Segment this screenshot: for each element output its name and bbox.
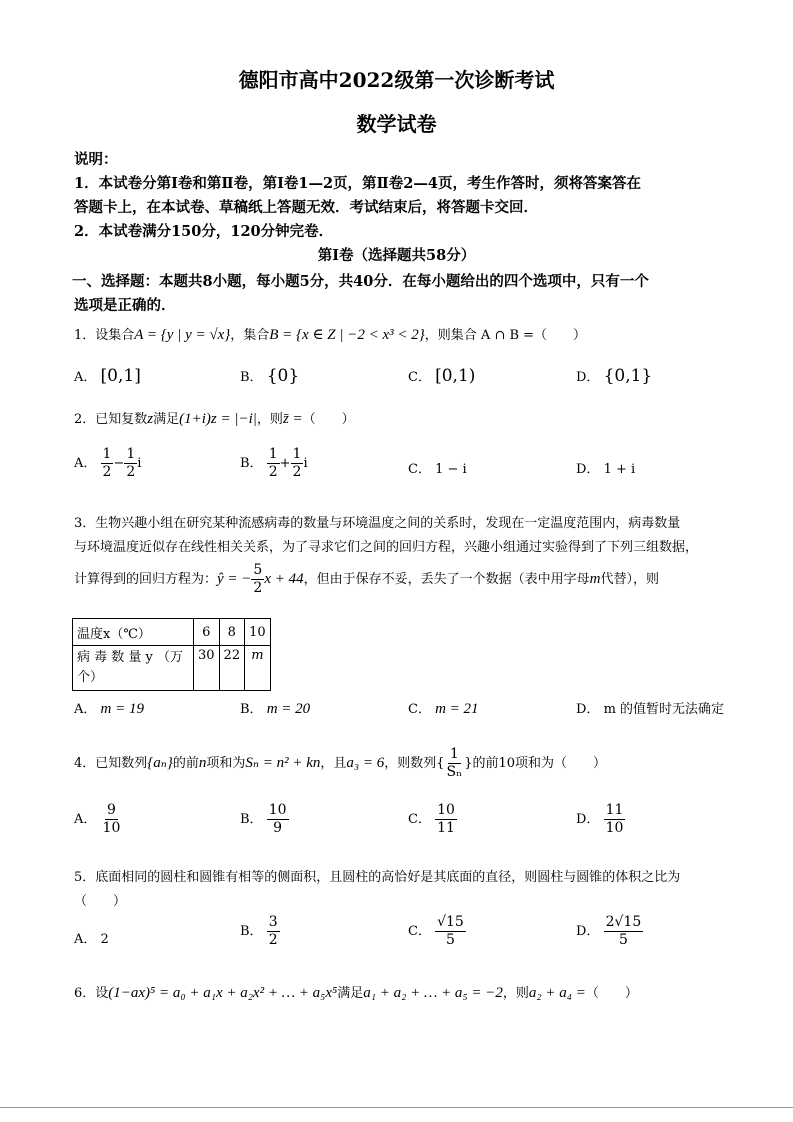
q2-equation: (1+i)z = |−i| xyxy=(179,411,257,427)
q4-option-a[interactable]: A． $\frac{9}{10}$ xyxy=(74,802,121,836)
q2-option-d[interactable]: D． 1 + i xyxy=(576,462,636,477)
q5-option-c[interactable]: C． $\frac{√15}{5}$ xyxy=(408,914,464,948)
q5-option-d[interactable]: D． $\frac{2√15}{5}$ xyxy=(576,914,642,948)
q5-option-a[interactable]: A． 2 xyxy=(74,932,109,947)
q1-set-a: A = {y | y = √x} xyxy=(134,327,231,343)
q3-option-b[interactable]: B． m = 20 xyxy=(240,701,311,717)
q1-text-a: 1．设集合 xyxy=(74,328,135,343)
regression-equation: ŷ = − xyxy=(217,571,252,587)
note-1-line-2: 答题卡上，在本试卷、草稿纸上答题无效．考试结束后，将答题卡交回． xyxy=(74,199,538,216)
fraction: $\frac{1}{2}$ xyxy=(102,446,112,480)
q3-option-d[interactable]: D． m 的值暂时无法确定 xyxy=(576,702,725,717)
question-5-line-1: 5．底面相同的圆柱和圆锥有相等的侧面积，且圆柱的高恰好是其底面的直径，则圆柱与圆锥的体积之比为 xyxy=(74,870,681,885)
page-bottom-divider xyxy=(0,1107,793,1108)
question-3-line-3: 计算得到的回归方程为：ŷ = − $\frac{5}{2}$ x + 44，但由于保存不妥，丢失了一个数据（表中用字母m代替），则 xyxy=(74,562,659,596)
table-row: 温度x（℃） 6 8 10 xyxy=(73,619,271,646)
part-1-heading: 第Ⅰ卷（选择题共58分） xyxy=(317,247,476,264)
q2-option-c[interactable]: C． 1 − i xyxy=(408,462,467,477)
question-4: 4．已知数列{aₙ}的前n项和为Sₙ = n² + kn，且a₃ = 6，则数列{ $\frac{1}{\text{Sₙ}}$ }的前10项和为（ ） xyxy=(74,746,607,780)
data-table xyxy=(72,618,271,691)
q1-option-b[interactable]: B． {0} xyxy=(240,366,300,386)
q1-option-c[interactable]: C． [0,1) xyxy=(408,366,476,386)
q1-option-d[interactable]: D． {0,1} xyxy=(576,366,653,386)
q1-text-c: ，则集合 A ∩ B =（ ） xyxy=(424,328,587,343)
notes-heading: 说明： xyxy=(74,151,118,168)
exam-subtitle: 数学试卷 xyxy=(356,112,437,136)
question-3-line-1: 3．生物兴趣小组在研究某种流感病毒的数量与环境温度之间的关系时，发现在一定温度范围内，病毒数量 xyxy=(74,516,681,531)
q4-option-d[interactable]: D． $\frac{11}{10}$ xyxy=(576,802,624,836)
question-2: 2．已知复数z满足(1+i)z = |−i|，则z̄ =（ ） xyxy=(74,411,355,427)
question-5-line-2: （ ） xyxy=(74,894,127,909)
q1-text-b: ，集合 xyxy=(230,328,270,343)
section-1-line-1: 一、选择题：本题共8小题，每小题5分，共40分．在每小题给出的四个选项中，只有一个 xyxy=(72,273,649,290)
exam-title: 德阳市高中2022级第一次诊断考试 xyxy=(238,68,555,92)
question-1 xyxy=(74,324,586,344)
q1-option-a[interactable]: A． [0,1] xyxy=(74,366,141,386)
q2-option-a[interactable]: A． $\frac{1}{2}$ − $\frac{1}{2}$ i xyxy=(74,446,142,480)
q4-option-c[interactable]: C． $\frac{10}{11}$ xyxy=(408,802,455,836)
table-row: 病 毒 数 量 y （万 个） 30 22 m xyxy=(73,646,271,691)
question-6: 6．设(1−ax)⁵ = a₀ + a₁x + a₂x² + … + a₅x⁵满足a₁ + a₂ + … + a₅ = −2，则a₂ + a₄ =（ ） xyxy=(74,985,638,1001)
q5-option-b[interactable]: B． $\frac{3}{2}$ xyxy=(240,914,278,948)
q2-option-b[interactable]: B． $\frac{1}{2}$ + $\frac{1}{2}$ i xyxy=(240,446,308,480)
q4-option-b[interactable]: B． $\frac{10}{9}$ xyxy=(240,802,287,836)
question-3-line-2: 与环境温度近似存在线性相关关系，为了寻求它们之间的回归方程，兴趣小组通过实验得到了下列三组数据， xyxy=(74,540,699,555)
q3-option-a[interactable]: A． m = 19 xyxy=(74,701,144,717)
section-1-line-2: 选项是正确的． xyxy=(74,297,176,314)
note-1-line-1: 1．本试卷分第Ⅰ卷和第Ⅱ卷，第Ⅰ卷1—2页，第Ⅱ卷2—4页，考生作答时，须将答案答在 xyxy=(74,175,641,192)
q1-set-b: B = {x ∈ Z | −2 < x³ < 2} xyxy=(269,327,425,343)
note-2: 2．本试卷满分150分，120分钟完卷． xyxy=(74,223,334,240)
q3-option-c[interactable]: C． m = 21 xyxy=(408,701,479,717)
